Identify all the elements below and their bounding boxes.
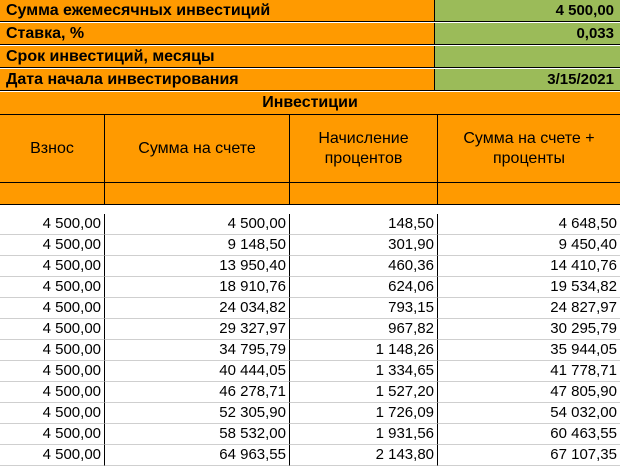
blank-cell[interactable] (438, 183, 620, 204)
cell-contribution[interactable]: 4 500,00 (0, 256, 105, 277)
cell-contribution[interactable]: 4 500,00 (0, 319, 105, 340)
param-label[interactable]: Ставка, % (0, 23, 435, 45)
column-header-balance[interactable]: Сумма на счете (105, 115, 290, 183)
param-label[interactable]: Дата начала инвестирования (0, 69, 435, 91)
cell-balance[interactable]: 64 963,55 (105, 445, 290, 466)
table-row (0, 319, 620, 340)
column-header-contribution[interactable]: Взнос (0, 115, 105, 183)
section-title[interactable]: Инвестиции (0, 92, 620, 115)
cell-contribution[interactable]: 4 500,00 (0, 235, 105, 256)
cell-balance[interactable]: 40 444,05 (105, 361, 290, 382)
cell-balance-plus-interest[interactable]: 30 295,79 (438, 319, 620, 340)
cell-interest[interactable]: 1 931,56 (290, 424, 438, 445)
cell-interest[interactable]: 460,36 (290, 256, 438, 277)
blank-header-row (0, 183, 620, 205)
cell-balance-plus-interest[interactable]: 9 450,40 (438, 235, 620, 256)
table-row (0, 403, 620, 424)
column-header-interest[interactable]: Начисление процентов (290, 115, 438, 183)
cell-interest[interactable]: 2 143,80 (290, 445, 438, 466)
cell-contribution[interactable]: 4 500,00 (0, 382, 105, 403)
cell-contribution[interactable]: 4 500,00 (0, 340, 105, 361)
cell-balance-plus-interest[interactable]: 35 944,05 (438, 340, 620, 361)
cell-balance-plus-interest[interactable]: 54 032,00 (438, 403, 620, 424)
table-row (0, 382, 620, 403)
param-label[interactable]: Срок инвестиций, месяцы (0, 46, 435, 68)
cell-balance-plus-interest[interactable]: 60 463,55 (438, 424, 620, 445)
table-row (0, 445, 620, 466)
cell-interest[interactable]: 301,90 (290, 235, 438, 256)
cell-interest[interactable]: 1 527,20 (290, 382, 438, 403)
cell-balance-plus-interest[interactable]: 14 410,76 (438, 256, 620, 277)
param-row-rate (0, 23, 620, 45)
cell-interest[interactable]: 624,06 (290, 277, 438, 298)
cell-balance[interactable]: 52 305,90 (105, 403, 290, 424)
blank-cell[interactable] (105, 183, 290, 204)
cell-balance-plus-interest[interactable]: 19 534,82 (438, 277, 620, 298)
cell-balance-plus-interest[interactable]: 67 107,35 (438, 445, 620, 466)
blank-cell[interactable] (0, 183, 105, 204)
param-value[interactable]: 4 500,00 (435, 0, 620, 22)
column-header-balance-plus-interest[interactable]: Сумма на счете + проценты (438, 115, 620, 183)
table-header (0, 115, 620, 183)
cell-balance[interactable]: 18 910,76 (105, 277, 290, 298)
cell-contribution[interactable]: 4 500,00 (0, 445, 105, 466)
cell-balance-plus-interest[interactable]: 47 805,90 (438, 382, 620, 403)
cell-balance[interactable]: 9 148,50 (105, 235, 290, 256)
table-row (0, 340, 620, 361)
cell-interest[interactable]: 967,82 (290, 319, 438, 340)
cell-balance[interactable]: 46 278,71 (105, 382, 290, 403)
param-value[interactable] (435, 46, 620, 68)
param-row-monthly-sum (0, 0, 620, 22)
cell-balance-plus-interest[interactable]: 4 648,50 (438, 214, 620, 235)
cell-contribution[interactable]: 4 500,00 (0, 403, 105, 424)
cell-contribution[interactable]: 4 500,00 (0, 424, 105, 445)
cell-balance[interactable]: 13 950,40 (105, 256, 290, 277)
cell-contribution[interactable]: 4 500,00 (0, 298, 105, 319)
blank-cell[interactable] (290, 183, 438, 204)
table-row (0, 277, 620, 298)
cell-interest[interactable]: 148,50 (290, 214, 438, 235)
param-value[interactable]: 3/15/2021 (435, 69, 620, 91)
cell-contribution[interactable]: 4 500,00 (0, 277, 105, 298)
cell-interest[interactable]: 793,15 (290, 298, 438, 319)
cell-balance[interactable]: 24 034,82 (105, 298, 290, 319)
cell-balance[interactable]: 58 532,00 (105, 424, 290, 445)
cell-balance[interactable]: 29 327,97 (105, 319, 290, 340)
cell-contribution[interactable]: 4 500,00 (0, 361, 105, 382)
table-body (0, 214, 620, 466)
cell-contribution[interactable]: 4 500,00 (0, 214, 105, 235)
cell-balance-plus-interest[interactable]: 41 778,71 (438, 361, 620, 382)
cell-interest[interactable]: 1 726,09 (290, 403, 438, 424)
table-row (0, 214, 620, 235)
cell-balance[interactable]: 4 500,00 (105, 214, 290, 235)
cell-interest[interactable]: 1 148,26 (290, 340, 438, 361)
table-row (0, 424, 620, 445)
cell-interest[interactable]: 1 334,65 (290, 361, 438, 382)
param-row-term (0, 46, 620, 68)
param-label[interactable]: Сумма ежемесячных инвестиций (0, 0, 435, 22)
table-row (0, 256, 620, 277)
cell-balance[interactable]: 34 795,79 (105, 340, 290, 361)
table-row (0, 298, 620, 319)
row-gap (0, 205, 620, 214)
table-row (0, 235, 620, 256)
param-value[interactable]: 0,033 (435, 23, 620, 45)
cell-balance-plus-interest[interactable]: 24 827,97 (438, 298, 620, 319)
param-row-start-date (0, 69, 620, 91)
table-row (0, 361, 620, 382)
